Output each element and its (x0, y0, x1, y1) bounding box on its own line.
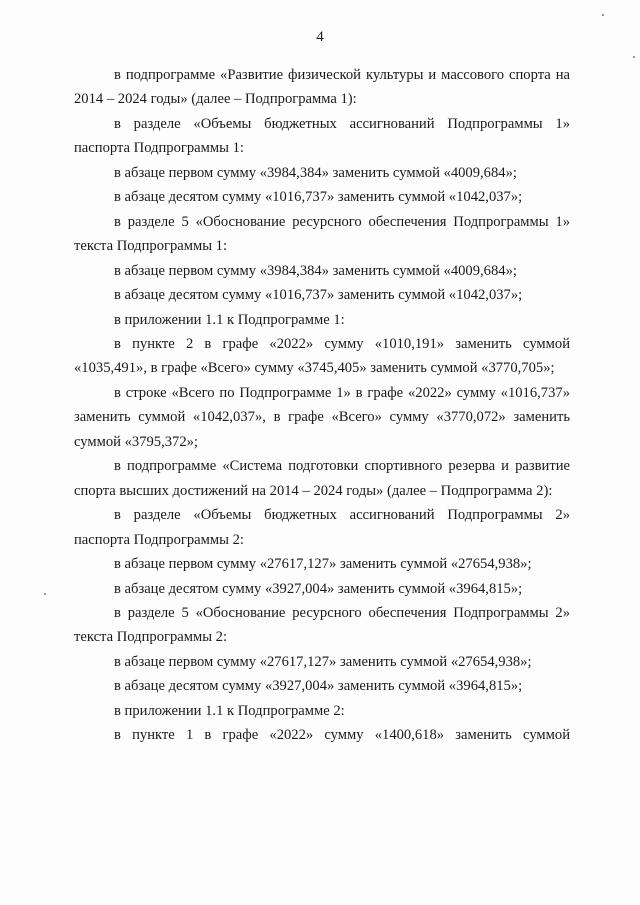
paragraph: в пункте 1 в графе «2022» сумму «1400,618» заменить суммой (114, 727, 570, 744)
paragraph: в разделе «Объемы бюджетных ассигнований Подпрограммы 2» паспорта Подпрограммы 2: (74, 507, 570, 548)
paragraph: в абзаце десятом сумму «3927,004» заменить суммой «3964,815»; (114, 580, 523, 597)
paragraph: в разделе 5 «Обоснование ресурсного обеспечения Подпрограммы 2» текста Подпрограммы 2: (74, 604, 570, 646)
scan-speck (633, 56, 635, 58)
scan-speck (44, 593, 46, 595)
paragraph: в разделе «Объемы бюджетных ассигнований Подпрограммы 1» паспорта Подпрограммы 1: (74, 115, 570, 157)
paragraph: в пункте 2 в графе «2022» сумму «1010,191» заменить суммой «1035,491», в графе «Всего» сумму «3745,405» заменить суммой «3770,705»; (74, 335, 570, 377)
page-number: 4 (316, 29, 324, 45)
paragraph: в абзаце десятом сумму «1016,737» заменить суммой «1042,037»; (114, 287, 523, 304)
paragraph: в абзаце первом сумму «27617,127» заменить суммой «27654,938»; (114, 556, 532, 573)
scan-speck (602, 14, 604, 16)
paragraph: в абзаце десятом сумму «1016,737» заменить суммой «1042,037»; (114, 189, 523, 206)
paragraph: в абзаце десятом сумму «3927,004» заменить суммой «3964,815»; (114, 678, 523, 695)
paragraph: в абзаце первом сумму «3984,384» заменить суммой «4009,684»; (114, 262, 517, 279)
paragraph: в приложении 1.1 к Подпрограмме 1: (114, 311, 345, 328)
paragraph: в подпрограмме «Система подготовки спортивного резерва и развитие спорта высших достижений на 2014 – 2024 годы» (далее – Подпрограмма 2): (74, 458, 570, 499)
paragraph: в абзаце первом сумму «27617,127» заменить суммой «27654,938»; (114, 653, 532, 670)
paragraph: в строке «Всего по Подпрограмме 1» в графе «2022» сумму «1016,737» заменить суммой «1042,037», в графе «Всего» сумму «3770,072» заменить суммой «3795,372»; (74, 384, 570, 450)
paragraph: в подпрограмме «Развитие физической культуры и массового спорта на 2014 – 2024 годы» (далее – Подпрограмма 1): (74, 67, 570, 108)
paragraph: в разделе 5 «Обоснование ресурсного обеспечения Подпрограммы 1» текста Подпрограммы 1: (74, 213, 570, 255)
paragraph: в абзаце первом сумму «3984,384» заменить суммой «4009,684»; (114, 164, 517, 181)
paragraph: в приложении 1.1 к Подпрограмме 2: (114, 702, 345, 719)
document-body (74, 63, 570, 748)
